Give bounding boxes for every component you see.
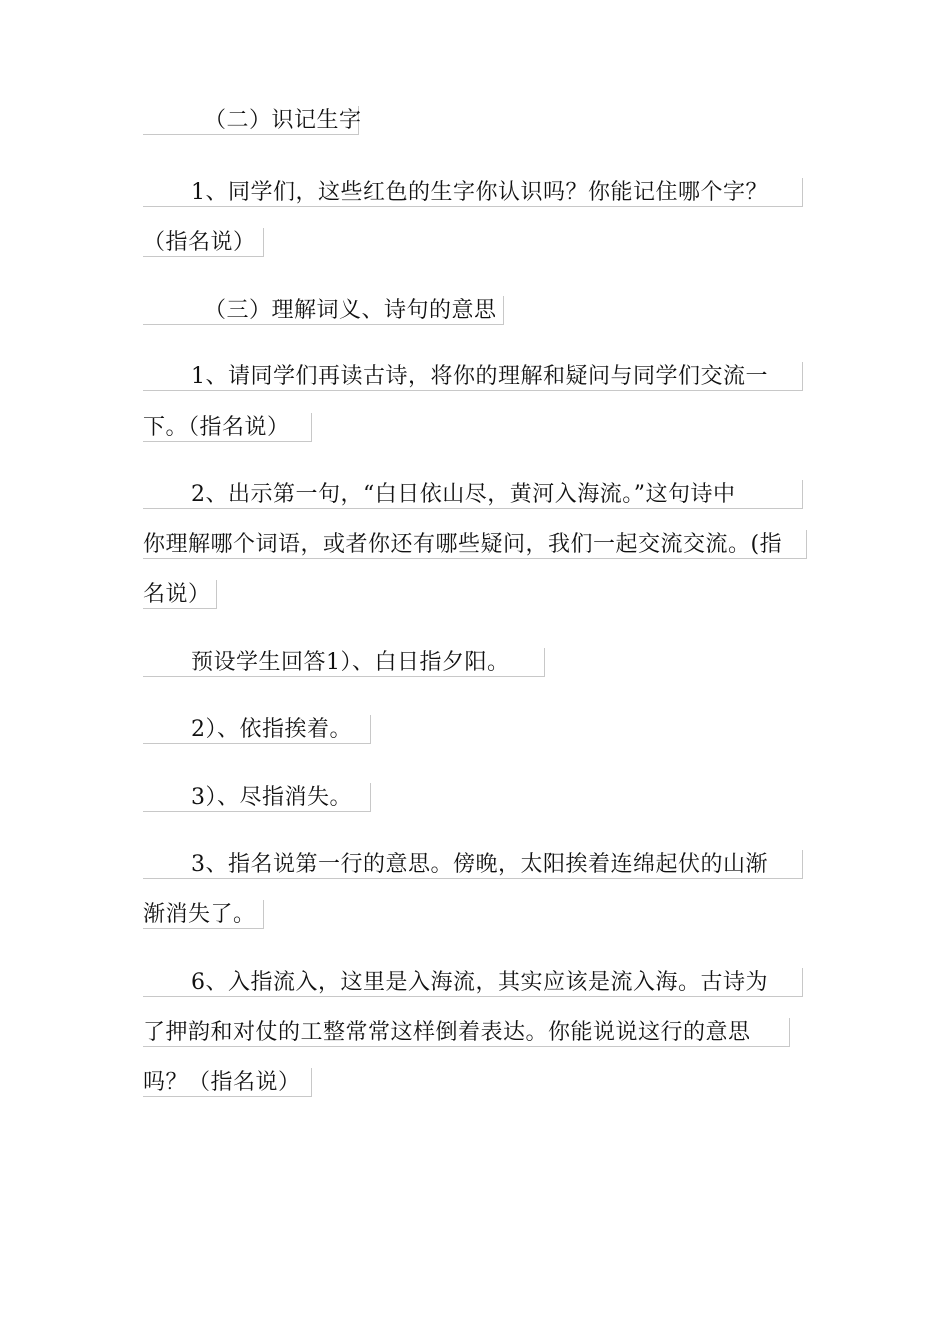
paragraph-4-line-1: 预设学生回答1）、白日指夕阳。 (143, 648, 545, 677)
paragraph-1-line-2: （指名说） (143, 228, 264, 257)
paragraph-2-line-1: 1、请同学们再读古诗，将你的理解和疑问与同学们交流一 (143, 362, 803, 391)
paragraph-8-line-1: 6、入指流入，这里是入海流，其实应该是流入海。古诗为 (143, 968, 803, 997)
paragraph-7-line-2: 渐消失了。 (143, 900, 264, 929)
paragraph-5-line-1: 2）、依指挨着。 (143, 715, 371, 744)
paragraph-8-line-3: 吗？（指名说） (143, 1068, 312, 1097)
paragraph-7-line-1: 3、指名说第一行的意思。傍晚，太阳挨着连绵起伏的山渐 (143, 850, 803, 879)
paragraph-3-line-2: 你理解哪个词语，或者你还有哪些疑问，我们一起交流交流。(指 (143, 530, 807, 559)
section-heading-3: （三）理解词义、诗句的意思 (143, 296, 504, 325)
paragraph-6-line-1: 3）、尽指消失。 (143, 783, 371, 812)
paragraph-3-line-1: 2、出示第一句，“白日依山尽，黄河入海流。”这句诗中 (143, 480, 803, 509)
paragraph-8-line-2: 了押韵和对仗的工整常常这样倒着表达。你能说说这行的意思 (143, 1018, 790, 1047)
paragraph-3-line-3: 名说） (143, 580, 217, 609)
section-heading-2: （二）识记生字 (143, 106, 359, 135)
paragraph-1-line-1: 1、同学们，这些红色的生字你认识吗？你能记住哪个字？ (143, 178, 803, 207)
paragraph-2-line-2: 下。（指名说） (143, 413, 312, 442)
